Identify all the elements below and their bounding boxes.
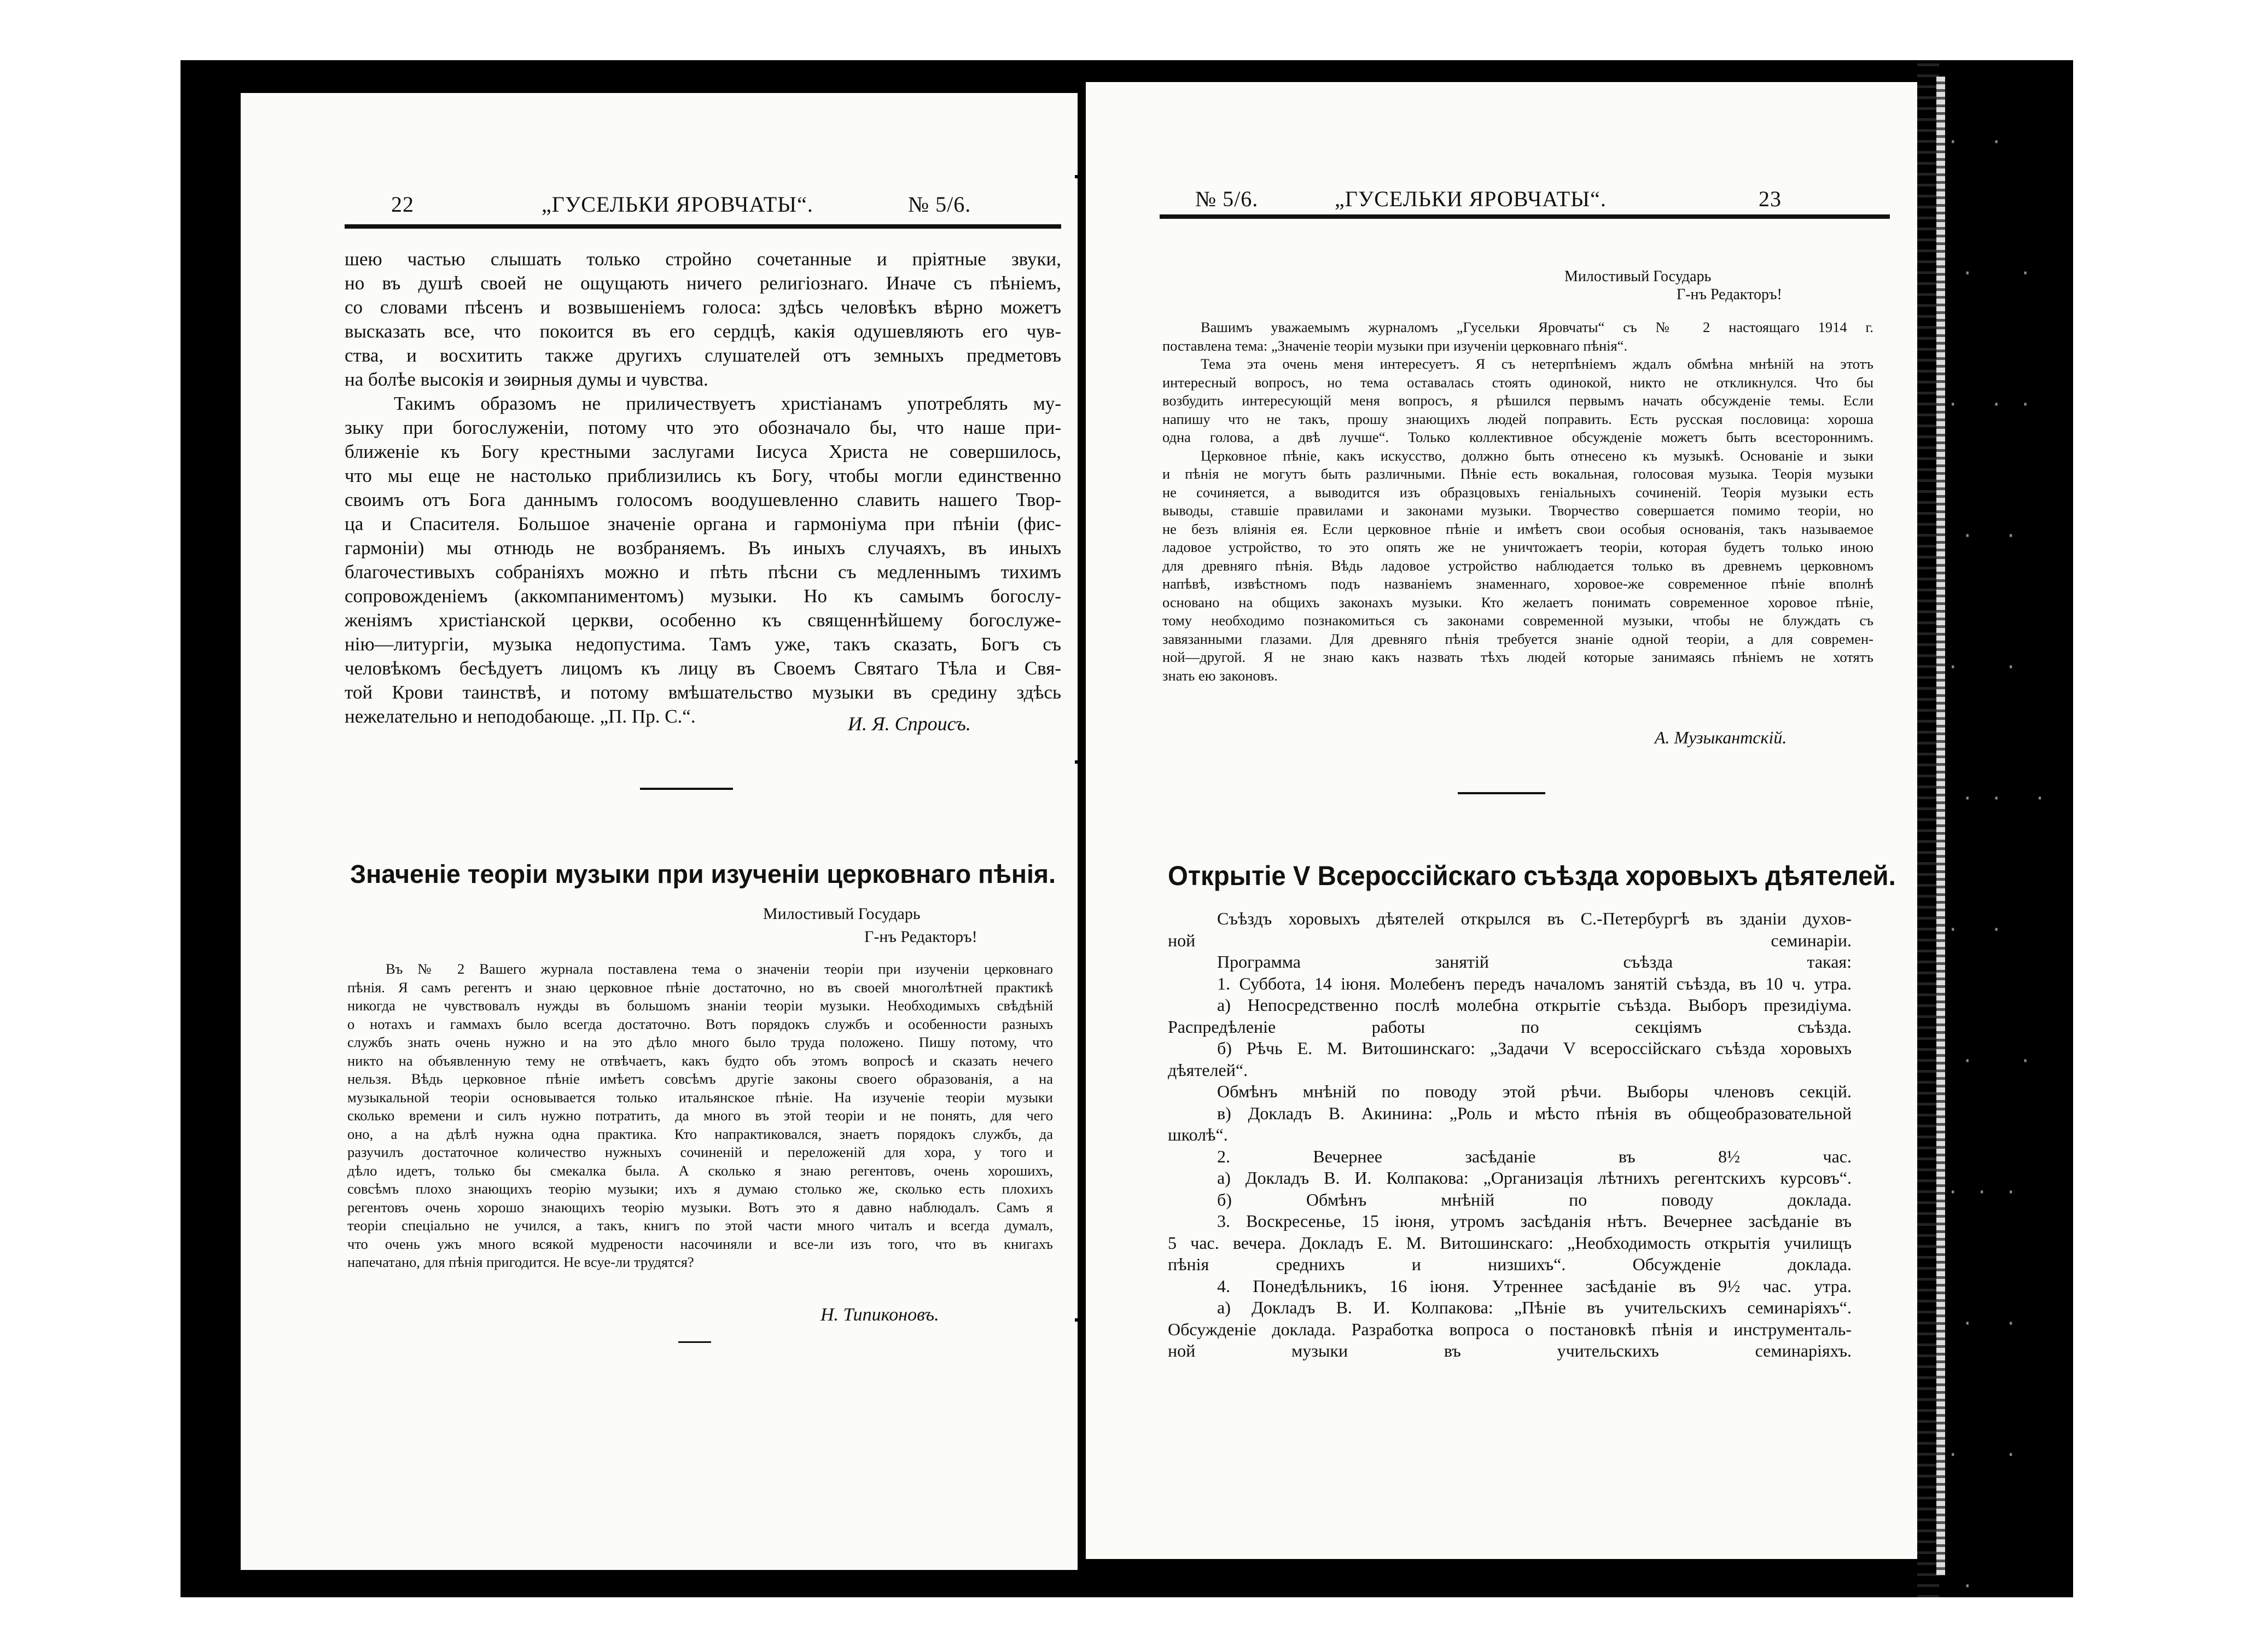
text-line: своимъ отъ Бога даннымъ голосомъ воодушевленно славить нашего Твор-	[345, 489, 1061, 510]
text-line: интересный вопросъ, но тема оставалась стоять одинокой, никто не откликнулся. Что бы	[1162, 374, 1873, 391]
text-line: Программа занятій съѣзда такая:	[1217, 952, 1852, 972]
text-line: Обсужденіе доклада. Разработка вопроса о постановкѣ пѣнія и инструменталь-	[1168, 1319, 1852, 1339]
author-signature: А. Музыкантскій.	[1655, 728, 1787, 747]
text-line: Распредѣленіе работы по секціямъ съѣзда.	[1168, 1016, 1852, 1037]
text-line: той Крови таинствѣ, и потому вмѣшательство музыки въ средину здѣсь	[345, 682, 1061, 703]
text-line: одна голова, а двѣ лучше“. Только коллективное обсужденіе можетъ быть всестороннимъ.	[1162, 429, 1873, 445]
text-line: ближеніе къ Богу крестными заслугами Іисуса Христа не совершилось,	[345, 441, 1061, 462]
text-line: возбудить интересующій меня вопросъ, я рѣшился первымъ начать обсужденіе темы. Если	[1162, 392, 1873, 409]
text-line: напишу что не такъ, прошу знающихъ людей поправить. Есть русская пословица: хороша	[1162, 410, 1873, 427]
page-edge-dark	[1917, 60, 1939, 1597]
author-signature: Н. Типиконовъ.	[820, 1305, 939, 1325]
page-number: 23	[1759, 187, 1782, 211]
section-divider	[1458, 792, 1545, 794]
text-line: шею частью слышать только стройно сочетанные и пріятные звуки,	[345, 248, 1061, 270]
text-line: не сочиняется, а выводится изъ образцовыхъ геніальныхъ сочиненій. Теорія музыки есть	[1162, 484, 1873, 501]
text-line: никто на объявленную тему не отвѣчаетъ, какъ будто объ этомъ вопросѣ и сказать нечего	[347, 1052, 1053, 1069]
salutation-line2: Г-нъ Редакторъ!	[864, 928, 977, 946]
text-line: Съѣздъ хоровыхъ дѣятелей открылся въ С.-Петербургѣ въ зданіи духов-	[1217, 909, 1852, 928]
text-line: знать ею законовъ.	[1162, 667, 1278, 684]
text-line: о нотахъ и гаммахъ было всегда достаточно. Вотъ порядокъ службъ и особенности разныхъ	[347, 1015, 1053, 1032]
text-line: 1. Суббота, 14 іюня. Молебенъ передъ началомъ занятій съѣзда, въ 10 ч. утра.	[1217, 973, 1852, 993]
closing-text: нежелательно и неподобающе. „П. Пр. С.“.	[345, 706, 696, 727]
text-line: напечатано, для пѣнія пригодится. Не всуе-ли трудятся?	[347, 1254, 694, 1270]
text-line: нельзя. Вѣдь церковное пѣніе имѣетъ совсѣмъ другіе законы своего образованія, а на	[347, 1071, 1053, 1087]
page-edge-light	[1936, 77, 1945, 1575]
header-rule	[345, 224, 1061, 229]
article-title: Открытіе V Всероссійскаго съѣзда хоровыхъ дѣятелей.	[1168, 860, 1896, 891]
edge-noise: · · · · · · · · · · · · · · · · · · · · · · · · ·	[1947, 131, 2034, 1597]
left-page	[241, 93, 1078, 1570]
text-line: человѣкомъ бесѣдуетъ лицомъ къ лицу въ Своемъ Святаго Тѣла и Свя-	[345, 658, 1061, 679]
text-line: Обмѣнъ мнѣній по поводу этой рѣчи. Выборы членовъ секцій.	[1217, 1081, 1852, 1101]
text-line: пѣнія среднихъ и низшихъ“. Обсужденіе доклада.	[1168, 1254, 1852, 1274]
section-divider	[640, 788, 733, 790]
text-line: высказать все, что покоится въ его сердцѣ, какія одушевляють его чув-	[345, 321, 1061, 342]
text-line: 3. Воскресенье, 15 іюня, утромъ засѣданія нѣтъ. Вечернее засѣданіе въ	[1217, 1211, 1852, 1231]
left-page-header	[241, 191, 1078, 224]
text-line: 5 час. вечера. Докладъ Е. М. Витошинскаго: „Необходимость открытія училищъ	[1168, 1232, 1852, 1253]
journal-title: „ГУСЕЛЬКИ ЯРОВЧАТЫ“.	[542, 192, 813, 217]
text-line: а) Докладъ В. И. Колпакова: „Организація лѣтнихъ регентскихъ курсовъ“.	[1217, 1168, 1852, 1188]
text-line: не безъ вліянія ея. Если церковное пѣніе и имѣетъ свои особыя основанія, такъ называемое	[1162, 520, 1873, 537]
text-line: ца и Спасителя. Большое значеніе органа и гармоніума при пѣніи (фис-	[345, 513, 1061, 534]
text-line: благочестивыхъ собраніяхъ можно и пѣть пѣсни съ медленнымъ тихимъ	[345, 561, 1061, 583]
text-line: а) Непосредственно послѣ молебна открытіе съѣзда. Выборъ президіума.	[1217, 995, 1852, 1015]
text-line: но въ душѣ своей не ощущають ничего религіознаго. Иначе съ пѣніемъ,	[345, 272, 1061, 294]
text-line: пѣнія. Я самъ регентъ и знаю церковное пѣніе достаточно, но въ своей многолѣтней практикѣ	[347, 979, 1053, 996]
text-line: и пѣнія не могутъ быть различными. Пѣніе есть вокальная, голосовая музыка. Теорія музыки	[1162, 466, 1873, 482]
page-number: 22	[391, 192, 414, 217]
article-body	[1168, 908, 1852, 1362]
journal-title: „ГУСЕЛЬКИ ЯРОВЧАТЫ“.	[1335, 187, 1607, 211]
text-line: тому необходимо познакомиться съ законами современной музыки, чтобы не блуждать съ	[1162, 612, 1873, 629]
letter-body	[1162, 318, 1873, 685]
text-line: женіямъ христіанской церкви, особенно къ священнѣйшему богослуже-	[345, 609, 1061, 631]
text-line: сколько времени и силъ нужно потратить, да много въ этой теоріи и не понять, для чего	[347, 1107, 1053, 1124]
text-line: ладовое устройство, то это опять же не уничтожаетъ теоріи, которая будетъ только иною	[1162, 539, 1873, 555]
article-continuation	[345, 247, 1061, 729]
text-line: совсѣмъ плохо знающихъ теорію музыки; ихъ я думаю столько же, сколько есть плохихъ	[347, 1180, 1053, 1197]
text-line: теоріи спеціально не учился, а такъ, книгъ по этой части много читалъ и всегда думалъ,	[347, 1217, 1053, 1234]
right-page	[1086, 82, 1917, 1559]
text-line: разучилъ достаточное количество нужныхъ сочиненій и переложеній для хора, у того и	[347, 1144, 1053, 1160]
text-line: Тема эта очень меня интересуетъ. Я съ нетерпѣніемъ ждалъ обмѣна мнѣній на этотъ	[1201, 356, 1873, 372]
text-line: для древняго пѣнія. Вѣдь ладовое устройство наблюдается только въ древнемъ церковномъ	[1162, 557, 1873, 574]
text-line: напѣвѣ, извѣстномъ подъ названіемъ знаменнаго, хоровое-же современное пѣніе вполнѣ	[1162, 575, 1873, 592]
salutation-line2: Г-нъ Редакторъ!	[1677, 286, 1782, 303]
text-line: зыку при богослуженіи, потому что это обозначало бы, что наше при-	[345, 417, 1061, 438]
text-line: 4. Понедѣльникъ, 16 іюня. Утреннее засѣданіе въ 9½ час. утра.	[1217, 1276, 1852, 1296]
text-line: со словами пѣсенъ и возвышеніемъ голоса: здѣсь человѣкъ вѣрно можетъ	[345, 296, 1061, 318]
text-line: б) Рѣчь Е. М. Витошинскаго: „Задачи V всероссійскаго съѣзда хоровыхъ	[1217, 1038, 1852, 1058]
text-line: 2. Вечернее засѣданіе въ 8½ час.	[1217, 1146, 1852, 1166]
salutation-line1: Милостивый Государь	[763, 905, 921, 923]
text-line: основано на общихъ законахъ музыки. Кто желаетъ понимать современное хоровое пѣніе,	[1162, 594, 1873, 610]
text-line: Въ № 2 Вашего журнала поставлена тема о значеніи теоріи при изученіи церковнаго	[386, 961, 1053, 977]
text-line: сопровожденіемъ (аккомпаниментомъ) музыки. Но къ самымъ богослу-	[345, 585, 1061, 607]
text-line: гармоніи) мы отнюдь не возбраняемъ. Въ иныхъ случаяхъ, въ иныхъ	[345, 537, 1061, 559]
text-line: Церковное пѣніе, какъ искусство, должно быть отнесено къ музыкѣ. Основаніе и зыки	[1201, 447, 1873, 464]
text-line: Такимъ образомъ не приличествуетъ христіанамъ употреблять му-	[394, 393, 1061, 414]
author-signature: И. Я. Спроисъ.	[848, 713, 971, 735]
text-line: завязанными глазами. Для древняго пѣнія требуется знаніе одной теоріи, а для современ-	[1162, 630, 1873, 647]
header-rule	[1160, 214, 1890, 219]
issue-number: № 5/6.	[908, 192, 971, 217]
text-line: выводы, ставшіе правилами и законами музыки. Творчество совершается помимо теоріи, но	[1162, 502, 1873, 519]
text-line: дѣло идетъ, только бы смекалка была. А сколько я знаю регентовъ, очень хорошихъ,	[347, 1162, 1053, 1179]
salutation-line1: Милостивый Государь	[1564, 268, 1712, 285]
text-line: а) Докладъ В. И. Колпакова: „Пѣніе въ учительскихъ семинаріяхъ“.	[1217, 1298, 1852, 1317]
letter-body	[347, 960, 1053, 1272]
text-line: что очень ужъ много всякой мудрености насочиняли и все-ли изъ того, что въ книгахъ	[347, 1235, 1053, 1252]
right-page-header	[1086, 186, 1917, 219]
text-line: службъ знать очень нужно и на это дѣло много было труда положено. Пишу потому, что	[347, 1034, 1053, 1050]
text-line: Вашимъ уважаемымъ журналомъ „Гусельки Яровчаты“ съ № 2 настоящаго 1914 г.	[1201, 319, 1873, 335]
book-spine	[1079, 88, 1084, 1564]
text-line: ства, и восхитить также другихъ слушателей отъ земныхъ предметовъ	[345, 345, 1061, 366]
text-line: поставлена тема: „Значеніе теоріи музыки при изученіи церковнаго пѣнія“.	[1162, 337, 1628, 354]
end-mark	[678, 1341, 711, 1343]
text-line: в) Докладъ В. Акинина: „Роль и мѣсто пѣнія въ общеобразовательной	[1217, 1103, 1852, 1123]
text-line: дѣятелей“.	[1168, 1060, 1248, 1080]
text-line: оно, а на дѣлѣ нужна одна практика. Кто напрактиковался, знаетъ порядокъ службъ, да	[347, 1125, 1053, 1142]
text-line: ной семинаріи.	[1168, 930, 1852, 950]
issue-number: № 5/6.	[1195, 187, 1259, 211]
text-line: нію—литургіи, музыка недопустима. Тамъ уже, такъ сказать, Богъ съ	[345, 633, 1061, 655]
text-line: б) Обмѣнъ мнѣній по поводу доклада.	[1217, 1189, 1852, 1209]
text-line: регентовъ очень хорошо знающихъ теорію музыки. Вотъ это я давно наблюдалъ. Самъ я	[347, 1199, 1053, 1215]
text-line: ной—другой. Я не знаю какъ назвать тѣхъ людей которые занимаясь пѣніемъ не хотятъ	[1162, 649, 1873, 665]
text-line: музыкальной теоріи основывается только итальянское пѣніе. На изученіе теоріи музыки	[347, 1089, 1053, 1106]
text-line: на болѣе высокія и зѳирныя думы и чувства.	[345, 369, 708, 390]
article-title: Значеніе теоріи музыки при изученіи церковнаго пѣнія.	[350, 859, 1056, 888]
text-line: ной музыки въ учительскихъ семинаріяхъ.	[1168, 1341, 1852, 1360]
text-line: что мы еще не настолько приблизились къ Богу, чтобы могли единственно	[345, 465, 1061, 486]
text-line: никогда не чувствовалъ нужды въ большомъ знаніи теоріи музыки. Необходимыхъ свѣдѣній	[347, 997, 1053, 1014]
text-line: школѣ“.	[1168, 1125, 1228, 1144]
